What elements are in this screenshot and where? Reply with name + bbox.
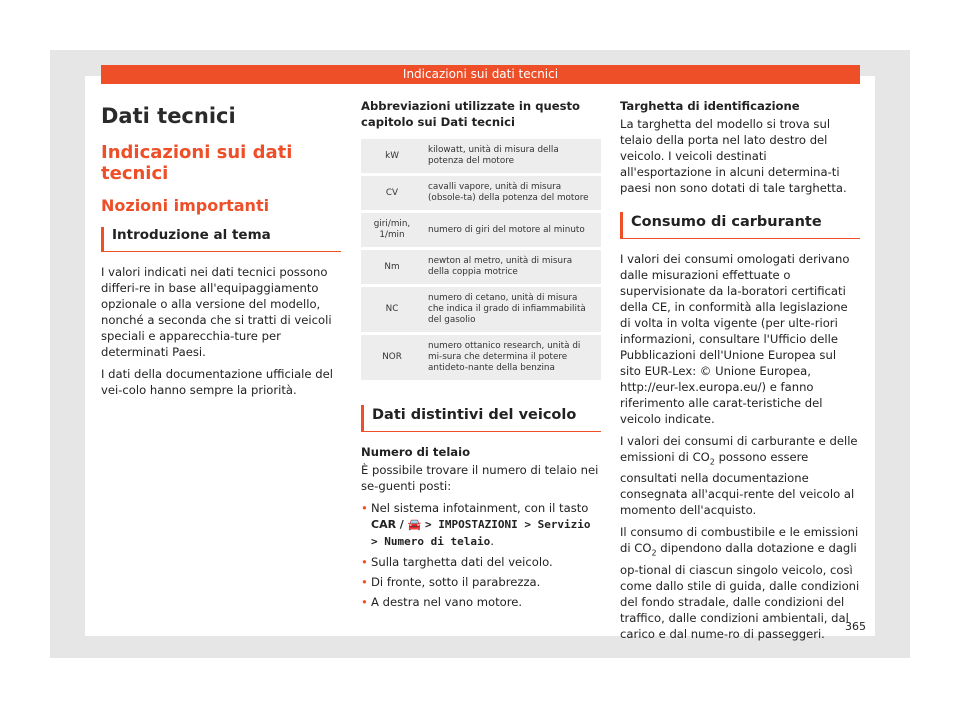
consumption-paragraph-2: I valori dei consumi di carburante e delle emissioni di $CO_2$ possono essere consultati nella documentazione consegnata all'acqui-rente del veicolo al momento dell'acquisto. xyxy=(620,434,858,518)
table-row xyxy=(361,335,601,380)
bullet-icon: • xyxy=(361,501,368,515)
vin-locations-list xyxy=(361,500,601,610)
consumption-paragraph-1: I valori dei consumi omologati derivano dalle misurazioni effettuate o supervisionate da la-boratori certificati della CE, in conformità alla legislazione di volta in volta vigente (per ulte-riori informazioni, consultare l'Ufficio delle Pubblicazioni dell'Unione Europea sul sito EUR-Lex: © Unione Europea, http://eur-lex.europa.eu/) e fanno riferimento alle carat-teristiche del veicolo indicate. xyxy=(620,252,850,426)
vin-subtitle: Numero di telaio xyxy=(361,445,471,459)
page-number: 365 xyxy=(845,620,866,633)
car-key-icon: CAR xyxy=(371,518,397,531)
table-row xyxy=(361,213,601,247)
paragraph-intro-2: I dati della documentazione ufficiale del vei-colo hanno sempre la priorità. xyxy=(101,367,333,397)
column-right xyxy=(620,98,860,648)
menu-path: > IMPOSTAZIONI > Servizio > Numero di telaio xyxy=(371,518,591,548)
abbr-key: kW xyxy=(361,139,423,173)
abbr-key: NOR xyxy=(361,335,423,380)
list-item: • Sulla targhetta dati del veicolo. xyxy=(361,555,553,569)
table-row xyxy=(361,250,601,284)
subsection-heading: Nozioni importanti xyxy=(101,196,270,215)
list-item: • A destra nel vano motore. xyxy=(361,595,523,609)
abbr-desc: numero ottanico research, unità di mi-sura che determina il potere antideto-nante della benzina xyxy=(423,335,601,380)
id-plate-subtitle: Targhetta di identificazione xyxy=(620,99,800,113)
abbr-desc: numero di cetano, unità di misura che indica il grado di infiammabilità del gasolio xyxy=(423,287,601,332)
bullet-icon: • xyxy=(361,575,368,589)
bullet-icon: • xyxy=(361,555,368,569)
chapter-title: Dati tecnici xyxy=(101,104,236,128)
table-row xyxy=(361,176,601,210)
abbreviations-title: Abbreviazioni utilizzate in questo capitolo sui Dati tecnici xyxy=(361,99,581,129)
id-plate-paragraph: La targhetta del modello si trova sul telaio della porta nel lato destro del veicolo. I veicoli destinati all'esportazione in alcuni determina-ti paesi non sono dotati di tale targhetta. xyxy=(620,117,847,195)
abbr-desc: kilowatt, unità di misura della potenza del motore xyxy=(423,139,601,173)
list-item: • Di fronte, sotto il parabrezza. xyxy=(361,575,541,589)
abbr-desc: cavalli vapore, unità di misura (obsole-ta) della potenza del motore xyxy=(423,176,601,210)
topic-title-consumo: Consumo di carburante xyxy=(620,212,860,239)
topic-title-introduzione: Introduzione al tema xyxy=(101,227,341,252)
table-row xyxy=(361,287,601,332)
abbr-key: CV xyxy=(361,176,423,210)
topic-title-dati-distintivi: Dati distintivi del veicolo xyxy=(361,405,601,432)
abbr-desc: numero di giri del motore al minuto xyxy=(423,213,601,247)
abbr-desc: newton al metro, unità di misura della coppia motrice xyxy=(423,250,601,284)
list-item: • Nel sistema infotainment, con il tasto CAR / 🚘 > IMPOSTAZIONI > Servizio > Numero di telaio. xyxy=(361,501,591,548)
bullet-icon: • xyxy=(361,595,368,609)
consumption-paragraph-3: Il consumo di combustibile e le emissioni di $CO_2$ dipendono dalla dotazione e dagli op-tional di ciascun singolo veicolo, così come dallo stile di guida, dalle condizioni del fondo stradale, dalle condizioni del traffico, dalle condizioni ambientali, dal carico e dal nume-ro di passeggeri. xyxy=(620,525,860,641)
abbr-key: Nm xyxy=(361,250,423,284)
table-row xyxy=(361,139,601,173)
running-header: Indicazioni sui dati tecnici xyxy=(101,65,860,84)
paragraph-intro-1: I valori indicati nei dati tecnici possono differi-re in base all'equipaggiamento opzionale o alla versione del modello, nonché a seconda che si tratti di veicoli speciali e apparecchia-ture per determinati Paesi. xyxy=(101,265,332,359)
abbr-key: giri/min, 1/min xyxy=(361,213,423,247)
abbr-key: NC xyxy=(361,287,423,332)
column-left xyxy=(101,98,341,404)
column-middle xyxy=(361,98,601,614)
section-heading: Indicazioni sui dati tecnici xyxy=(101,142,293,184)
car-slash-icon: / 🚘 xyxy=(399,518,422,531)
abbreviations-table xyxy=(361,136,601,383)
vin-paragraph: È possibile trovare il numero di telaio nei se-guenti posti: xyxy=(361,463,599,493)
